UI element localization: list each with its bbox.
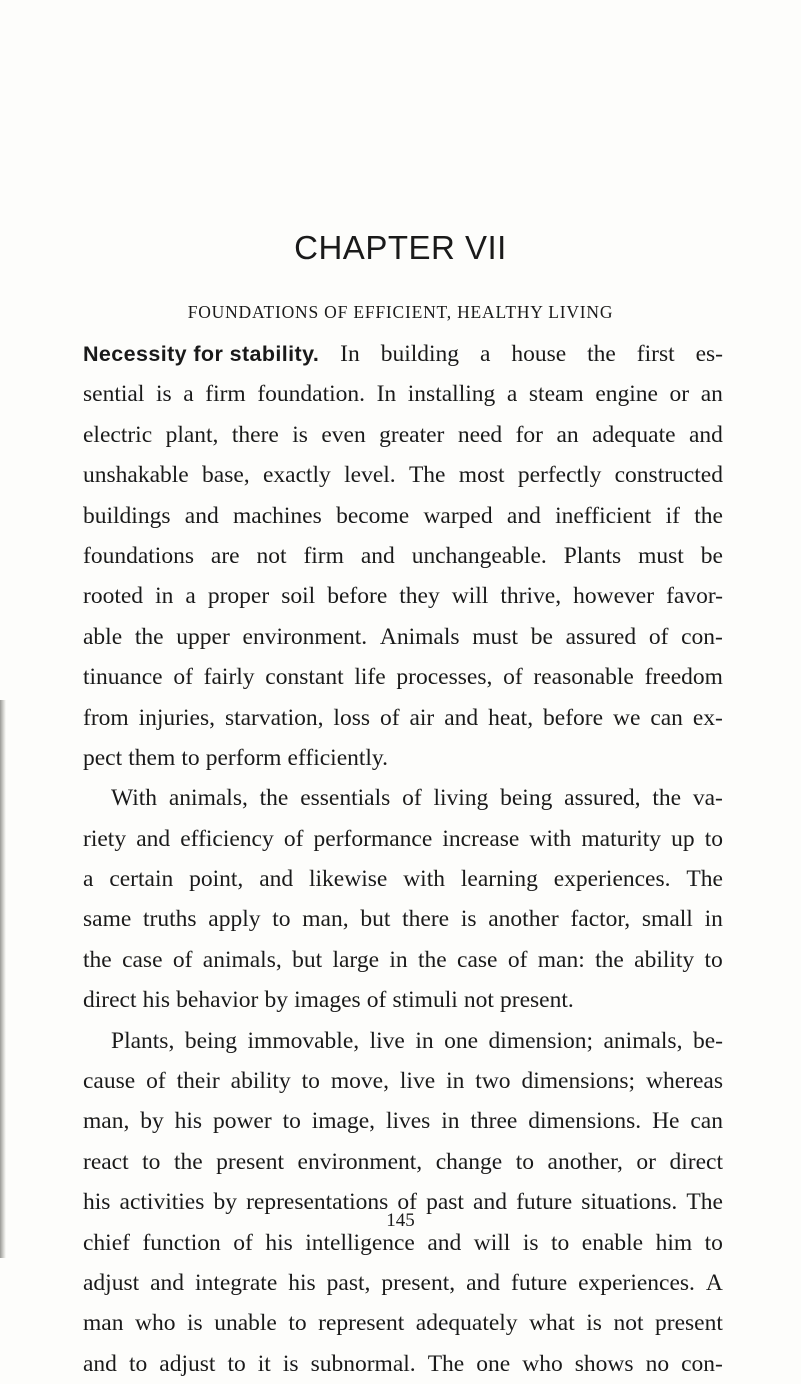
word: become — [336, 502, 410, 529]
word: to — [515, 1148, 535, 1175]
word: to — [551, 1229, 570, 1256]
word: but — [360, 906, 391, 933]
word: fairly — [203, 664, 255, 691]
word: adequately — [415, 1310, 518, 1337]
word: man, — [302, 906, 349, 933]
page-number: 145 — [386, 1210, 415, 1231]
word: the — [595, 946, 624, 973]
word: animals, — [202, 946, 282, 973]
word: live — [369, 1027, 405, 1054]
word: the — [652, 785, 682, 812]
word: warped — [423, 502, 493, 529]
word: before — [327, 583, 388, 610]
word: of — [366, 987, 387, 1014]
word: factor, — [570, 906, 631, 933]
word: The — [408, 462, 446, 489]
word: not — [256, 542, 287, 569]
text-line — [83, 415, 723, 455]
word: the — [587, 341, 616, 367]
word: assured, — [564, 785, 641, 812]
word: of — [283, 825, 304, 852]
word: efficiency — [180, 825, 274, 852]
word: in — [415, 1027, 434, 1054]
word: in — [446, 1068, 465, 1095]
word: perform — [205, 744, 282, 771]
text-line — [83, 1344, 723, 1384]
word: by — [213, 1189, 237, 1216]
word: a — [183, 381, 194, 408]
word: buildings — [83, 502, 171, 529]
word: The — [427, 1350, 465, 1377]
word: image, — [311, 1108, 376, 1135]
word: to — [704, 946, 723, 973]
word: Animals — [379, 623, 460, 650]
word: immovable, — [247, 1027, 360, 1054]
word: reasonable — [533, 664, 634, 691]
word: his — [83, 1189, 111, 1216]
word: same — [83, 906, 132, 933]
word: from — [83, 704, 129, 731]
word: change — [435, 1148, 503, 1175]
word: situations. — [581, 1189, 678, 1216]
word: rooted — [83, 583, 144, 610]
word: an — [700, 381, 723, 408]
word: is — [282, 1350, 299, 1377]
word: man, — [83, 1108, 130, 1135]
word: images — [294, 987, 361, 1014]
word: firm — [303, 542, 344, 569]
word: man — [83, 1310, 124, 1337]
word: greater — [379, 421, 445, 448]
word: can — [650, 704, 683, 731]
word: perfectly — [517, 462, 602, 489]
word: being — [500, 785, 553, 812]
word: Plants — [563, 542, 622, 569]
word: to — [704, 825, 723, 852]
word: of — [397, 1189, 417, 1216]
word: them — [128, 744, 176, 771]
word: exactly — [262, 462, 331, 489]
word: adequate — [592, 421, 676, 448]
word: pect — [83, 744, 123, 771]
word: for — [515, 421, 544, 448]
word: to — [282, 1108, 301, 1135]
word: to — [128, 1350, 148, 1377]
word: it — [257, 1350, 271, 1377]
word: and — [259, 866, 294, 893]
word: va- — [692, 785, 723, 812]
word: must — [472, 623, 518, 650]
word: He — [652, 1108, 680, 1135]
page-gutter-shadow — [0, 700, 6, 1258]
word: machines — [233, 502, 322, 529]
word: before — [543, 704, 604, 731]
word: or — [669, 381, 690, 408]
word: and — [506, 502, 541, 529]
word: base, — [202, 462, 250, 489]
text-line — [83, 980, 723, 1020]
word: animals, — [168, 785, 248, 812]
word: will — [473, 1229, 511, 1256]
word: present — [655, 1310, 723, 1337]
word: sential — [83, 381, 145, 408]
word: es- — [695, 341, 723, 367]
word: can — [690, 1108, 723, 1135]
word: unchangeable. — [411, 542, 547, 569]
word: in — [389, 946, 408, 973]
word: his — [288, 1269, 316, 1296]
word: soil — [281, 583, 316, 610]
word: installing — [407, 381, 496, 408]
word: or — [636, 1148, 656, 1175]
word: and — [444, 704, 479, 731]
text-line — [83, 374, 723, 414]
word: his — [174, 1108, 203, 1135]
word: animals, — [603, 1027, 683, 1054]
word: and — [473, 1189, 507, 1216]
word: intelligence — [305, 1229, 415, 1256]
text-line — [83, 940, 723, 980]
word: favor- — [666, 583, 723, 610]
word: of — [173, 664, 193, 691]
word: representations — [246, 1189, 389, 1216]
word: loss — [333, 704, 370, 731]
text-line — [83, 698, 723, 738]
word: what — [529, 1310, 575, 1337]
word: and — [360, 542, 395, 569]
word: a — [479, 341, 491, 367]
word: foundations — [83, 542, 194, 569]
word: in — [155, 583, 174, 610]
word: are — [210, 542, 240, 569]
word: dimension; — [488, 1027, 593, 1054]
word: is — [155, 381, 172, 408]
word: assured — [565, 623, 637, 650]
word: in — [441, 1108, 460, 1135]
word: ability — [634, 946, 695, 973]
word: able — [83, 623, 123, 650]
word: steam — [528, 381, 584, 408]
word: who — [134, 1310, 176, 1337]
word: most — [458, 462, 505, 489]
word: Plants, — [111, 1027, 175, 1054]
text-line — [83, 1061, 723, 1101]
word: processes, — [396, 664, 493, 691]
word: environment. — [242, 623, 368, 650]
word: certain — [109, 866, 174, 893]
word: future — [511, 1269, 568, 1296]
word: his — [265, 1229, 293, 1256]
word: learning — [460, 866, 538, 893]
text-line — [83, 778, 723, 818]
word: will — [451, 583, 489, 610]
text-line — [83, 496, 723, 536]
word: performance — [313, 825, 433, 852]
word: is — [186, 1310, 203, 1337]
word: there — [231, 421, 279, 448]
word: and — [184, 502, 219, 529]
word: if — [665, 502, 680, 529]
word: experiences. — [578, 1269, 695, 1296]
word: level. — [344, 462, 396, 489]
word: another, — [547, 1148, 623, 1175]
text-line — [83, 536, 723, 576]
word: by — [264, 987, 288, 1014]
word: in — [704, 906, 723, 933]
word: case — [457, 946, 498, 973]
word: their — [176, 1068, 220, 1095]
word: and — [150, 1269, 185, 1296]
word: live — [399, 1068, 436, 1095]
word: up — [671, 825, 695, 852]
word: one — [476, 1350, 511, 1377]
word: past, — [326, 1269, 371, 1296]
word: apply — [208, 906, 261, 933]
word: firm — [205, 381, 246, 408]
word: enable — [581, 1229, 644, 1256]
word: a — [506, 381, 518, 408]
word: present, — [381, 1269, 456, 1296]
word: of — [146, 1068, 166, 1095]
word: we — [612, 704, 641, 731]
text-line — [83, 899, 723, 939]
text-line — [83, 617, 723, 657]
word: of — [172, 946, 193, 973]
word: of — [379, 704, 400, 731]
word: adjust — [159, 1350, 216, 1377]
word: point, — [189, 866, 244, 893]
text-line — [83, 657, 723, 697]
word: be — [700, 542, 723, 569]
word: represent — [318, 1310, 405, 1337]
word: one — [444, 1027, 479, 1054]
word: starvation, — [224, 704, 324, 731]
word: chief — [83, 1229, 130, 1256]
word: foundation. — [257, 381, 366, 408]
word: an — [556, 421, 579, 448]
word: The — [686, 866, 723, 893]
word: the — [83, 946, 112, 973]
word: but — [292, 946, 323, 973]
word: power — [212, 1108, 272, 1135]
word: first — [636, 341, 675, 367]
text-line — [83, 1263, 723, 1303]
word: With — [111, 785, 158, 812]
word: efficiently. — [287, 744, 389, 771]
word: to — [181, 744, 200, 771]
word: with — [529, 825, 572, 852]
word: unshakable — [83, 462, 189, 489]
word: small — [641, 906, 693, 933]
word: to — [301, 1068, 320, 1095]
word: of — [233, 1229, 253, 1256]
word: cause — [83, 1068, 136, 1095]
word: being — [184, 1027, 238, 1054]
text-line — [83, 738, 723, 778]
word: the — [694, 502, 723, 529]
text-line — [83, 859, 723, 899]
word: move, — [330, 1068, 389, 1095]
word: there — [402, 906, 450, 933]
word: no — [645, 1350, 670, 1377]
word: is — [460, 906, 477, 933]
word: to — [704, 1229, 723, 1256]
text-line — [83, 576, 723, 616]
word: however — [573, 583, 655, 610]
section-run-in-heading: Necessity for stability. — [83, 342, 320, 366]
word: activities — [119, 1189, 205, 1216]
word: man: — [537, 946, 585, 973]
word: and — [136, 825, 171, 852]
word: another — [488, 906, 559, 933]
word: a — [83, 866, 94, 893]
word: whereas — [646, 1068, 723, 1095]
word: three — [470, 1108, 518, 1135]
word: and — [688, 421, 723, 448]
word: constant — [265, 664, 344, 691]
word: future — [516, 1189, 573, 1216]
word: likewise — [309, 866, 388, 893]
word: by — [140, 1108, 164, 1135]
word: upper — [176, 623, 230, 650]
word: direct — [669, 1148, 723, 1175]
word: engine — [595, 381, 658, 408]
word: building — [380, 341, 460, 367]
word: function — [142, 1229, 221, 1256]
word: the — [173, 1148, 203, 1175]
word: not — [613, 1310, 644, 1337]
word: with — [403, 866, 445, 893]
word: the — [134, 623, 164, 650]
word: and — [83, 1350, 117, 1377]
word: dimensions. — [528, 1108, 642, 1135]
word: adjust — [83, 1269, 140, 1296]
word: react — [83, 1148, 129, 1175]
word: In — [376, 381, 397, 408]
word: dimensions; — [521, 1068, 636, 1095]
chapter-heading: CHAPTER VII — [294, 229, 507, 266]
word: need — [457, 421, 503, 448]
text-line — [83, 334, 723, 374]
word: be — [530, 623, 553, 650]
text-line — [83, 1303, 723, 1343]
word: freedom — [644, 664, 723, 691]
word: past — [426, 1189, 464, 1216]
word: constructed — [614, 462, 723, 489]
text-line — [83, 1021, 723, 1061]
word: case — [122, 946, 163, 973]
word: truths — [143, 906, 197, 933]
word: plant, — [165, 421, 219, 448]
word: ability — [230, 1068, 291, 1095]
word: who — [522, 1350, 563, 1377]
word: the — [259, 785, 289, 812]
text-line — [83, 455, 723, 495]
word: the — [417, 946, 447, 973]
word: heat, — [488, 704, 534, 731]
word: unable — [214, 1310, 277, 1337]
word: essentials — [300, 785, 391, 812]
word: large — [332, 946, 379, 973]
word: experiences. — [553, 866, 671, 893]
word: even — [321, 421, 366, 448]
word: inefficient — [555, 502, 652, 529]
word: In — [340, 341, 360, 367]
word: A — [705, 1269, 723, 1296]
word: living — [433, 785, 489, 812]
word: him — [655, 1229, 693, 1256]
word: The — [686, 1189, 723, 1216]
word: maturity — [581, 825, 661, 852]
word: is — [522, 1229, 539, 1256]
word: to — [288, 1310, 307, 1337]
word: shows — [574, 1350, 634, 1377]
word: environment, — [297, 1148, 423, 1175]
word: two — [475, 1068, 511, 1095]
word: of — [507, 946, 528, 973]
word: to — [142, 1148, 161, 1175]
word: house — [511, 341, 567, 367]
chapter-title: FOUNDATIONS OF EFFICIENT, HEALTHY LIVING — [187, 302, 614, 322]
word: behavior — [176, 987, 259, 1014]
word: con- — [681, 623, 723, 650]
word: increase — [442, 825, 520, 852]
word: to — [227, 1350, 246, 1377]
word: stimuli — [392, 987, 458, 1014]
word: present. — [500, 987, 574, 1014]
word: a — [185, 583, 196, 610]
word: integrate — [195, 1269, 278, 1296]
word: lives — [385, 1108, 431, 1135]
word: proper — [207, 583, 270, 610]
text-line — [83, 1101, 723, 1141]
word: injuries, — [138, 704, 215, 731]
word: be- — [692, 1027, 723, 1054]
word: subnormal. — [310, 1350, 416, 1377]
word: must — [638, 542, 684, 569]
word: tinuance — [83, 664, 163, 691]
word: con- — [681, 1350, 723, 1377]
text-line — [83, 819, 723, 859]
word: is — [586, 1310, 602, 1337]
word: they — [399, 583, 440, 610]
word: electric — [83, 421, 153, 448]
word: direct — [83, 987, 137, 1014]
word: of — [402, 785, 422, 812]
word: ex- — [692, 704, 723, 731]
word: of — [648, 623, 669, 650]
word: is — [292, 421, 308, 448]
word: thrive, — [500, 583, 562, 610]
text-line — [83, 1142, 723, 1182]
word: life — [354, 664, 386, 691]
word: riety — [83, 825, 127, 852]
word: of — [503, 664, 523, 691]
word: present — [216, 1148, 285, 1175]
word: his — [142, 987, 171, 1014]
word: and — [466, 1269, 501, 1296]
word: to — [272, 906, 291, 933]
word: air — [409, 704, 435, 731]
word: and — [427, 1229, 462, 1256]
word: not — [463, 987, 494, 1014]
